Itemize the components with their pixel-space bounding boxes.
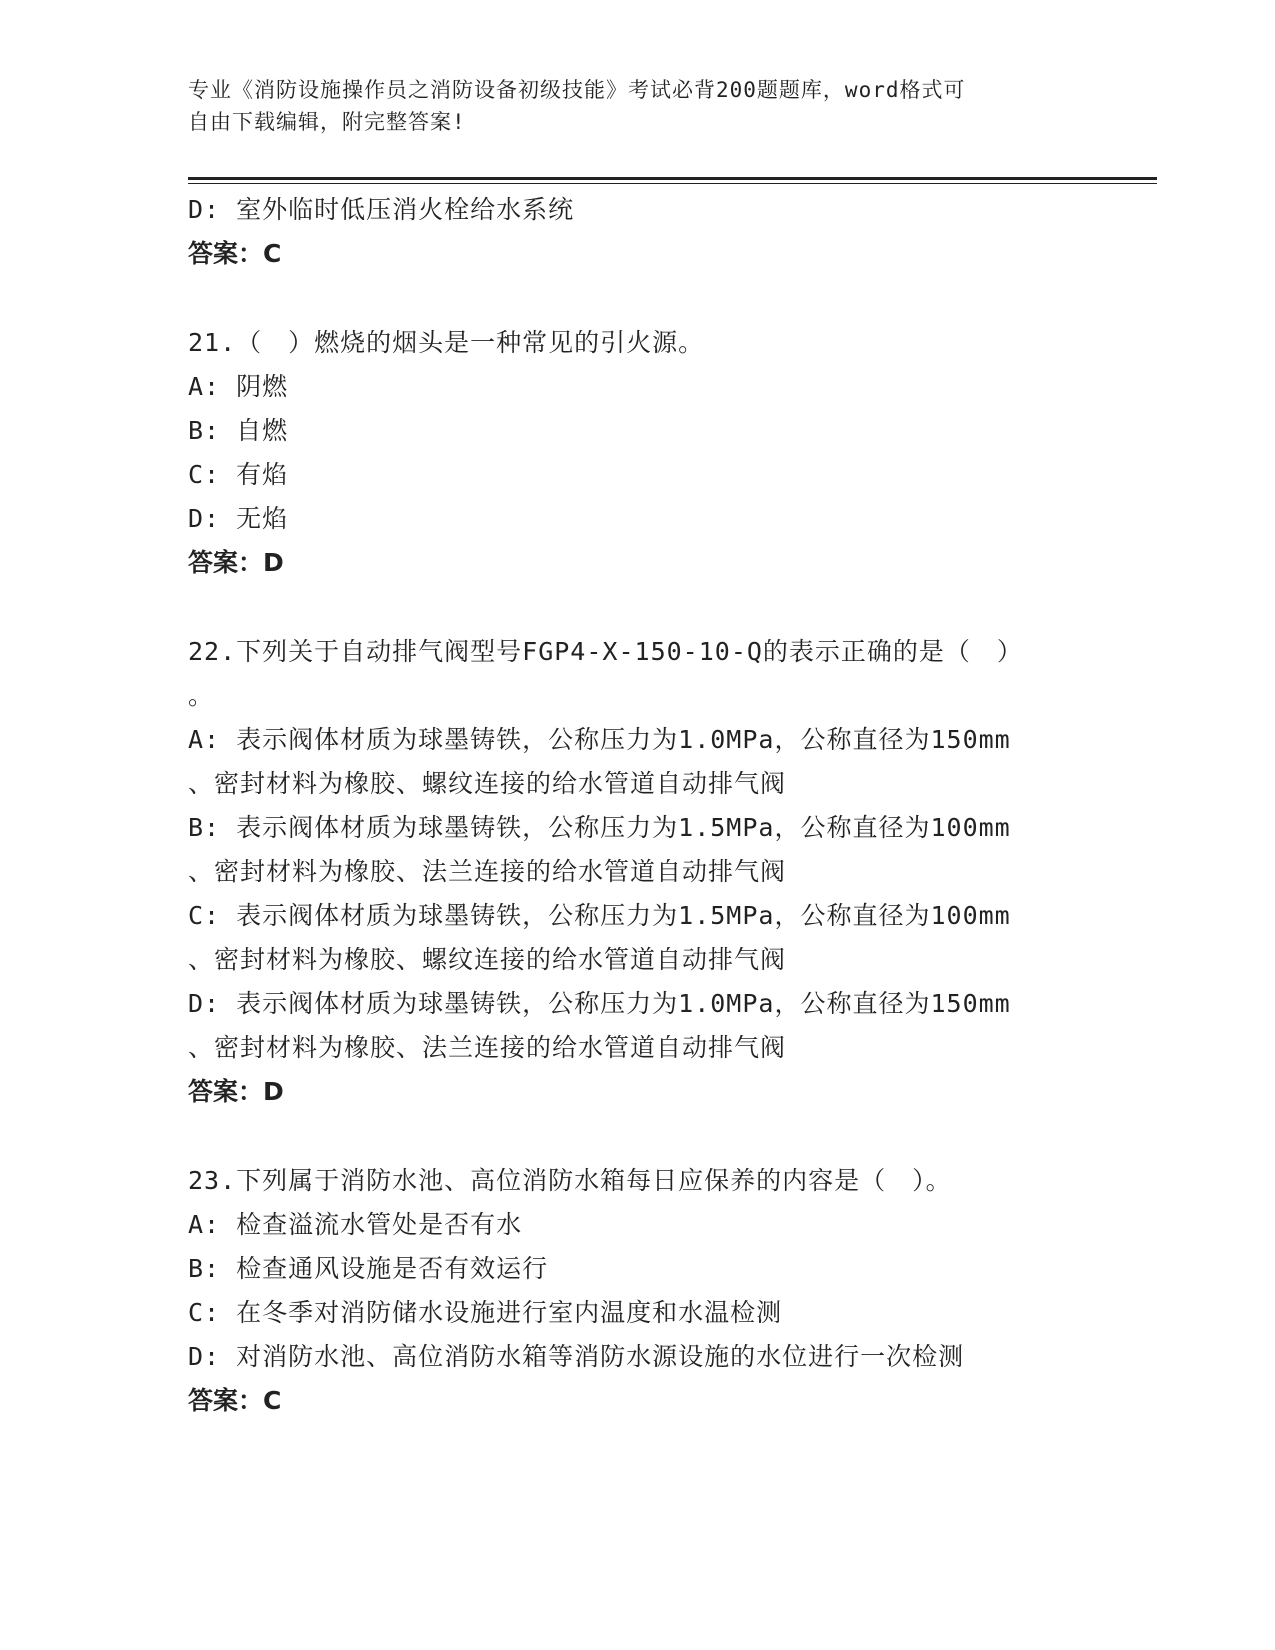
q23-question: 23.下列属于消防水池、高位消防水箱每日应保养的内容是（ ）。 [188,1166,952,1195]
q22-option-d-cont: 、密封材料为橡胶、法兰连接的给水管道自动排气阀 [188,1033,787,1062]
q22-option-c-cont: 、密封材料为橡胶、螺纹连接的给水管道自动排气阀 [188,945,787,974]
q23-option-c: C: 在冬季对消防储水设施进行室内温度和水温检测 [188,1298,783,1327]
q23-option-a: A: 检查溢流水管处是否有水 [188,1210,523,1239]
q21-option-c: C: 有焰 [188,460,289,489]
q22-option-a: A: 表示阀体材质为球墨铸铁，公称压力为1.0MPa，公称直径为150mm [188,725,1011,754]
q22-option-a-cont: 、密封材料为橡胶、螺纹连接的给水管道自动排气阀 [188,769,787,798]
q22-option-b-cont: 、密封材料为橡胶、法兰连接的给水管道自动排气阀 [188,857,787,886]
q23-answer: 答案：C [188,1386,282,1415]
q21-option-a: A: 阴燃 [188,372,289,401]
q23-option-d: D: 对消防水池、高位消防水箱等消防水源设施的水位进行一次检测 [188,1342,965,1371]
q22-option-b: B: 表示阀体材质为球墨铸铁，公称压力为1.5MPa，公称直径为100mm [188,813,1011,842]
q22-option-d: D: 表示阀体材质为球墨铸铁，公称压力为1.0MPa，公称直径为150mm [188,989,1011,1018]
q21-answer: 答案：D [188,548,284,577]
header-divider-thick [188,177,1157,180]
q21-option-b: B: 自燃 [188,416,289,445]
q22-question: 22.下列关于自动排气阀型号FGP4-X-150-10-Q的表示正确的是（ ） [188,637,1023,666]
q21-option-d: D: 无焰 [188,504,289,533]
q22-option-c: C: 表示阀体材质为球墨铸铁，公称压力为1.5MPa，公称直径为100mm [188,901,1011,930]
q23-option-b: B: 检查通风设施是否有效运行 [188,1254,549,1283]
prev-answer: 答案：C [188,239,282,268]
header-line-1: 专业《消防设施操作员之消防设备初级技能》考试必背200题题库，word格式可 [188,78,966,102]
header-line-2: 自由下载编辑，附完整答案! [188,110,466,134]
q21-question: 21.（ ）燃烧的烟头是一种常见的引火源。 [188,328,705,357]
header-divider-thin [188,183,1157,184]
q22-question-cont: 。 [188,681,215,710]
prev-option-d: D: 室外临时低压消火栓给水系统 [188,195,575,224]
document-header [188,74,1088,138]
q22-answer: 答案：D [188,1077,284,1106]
